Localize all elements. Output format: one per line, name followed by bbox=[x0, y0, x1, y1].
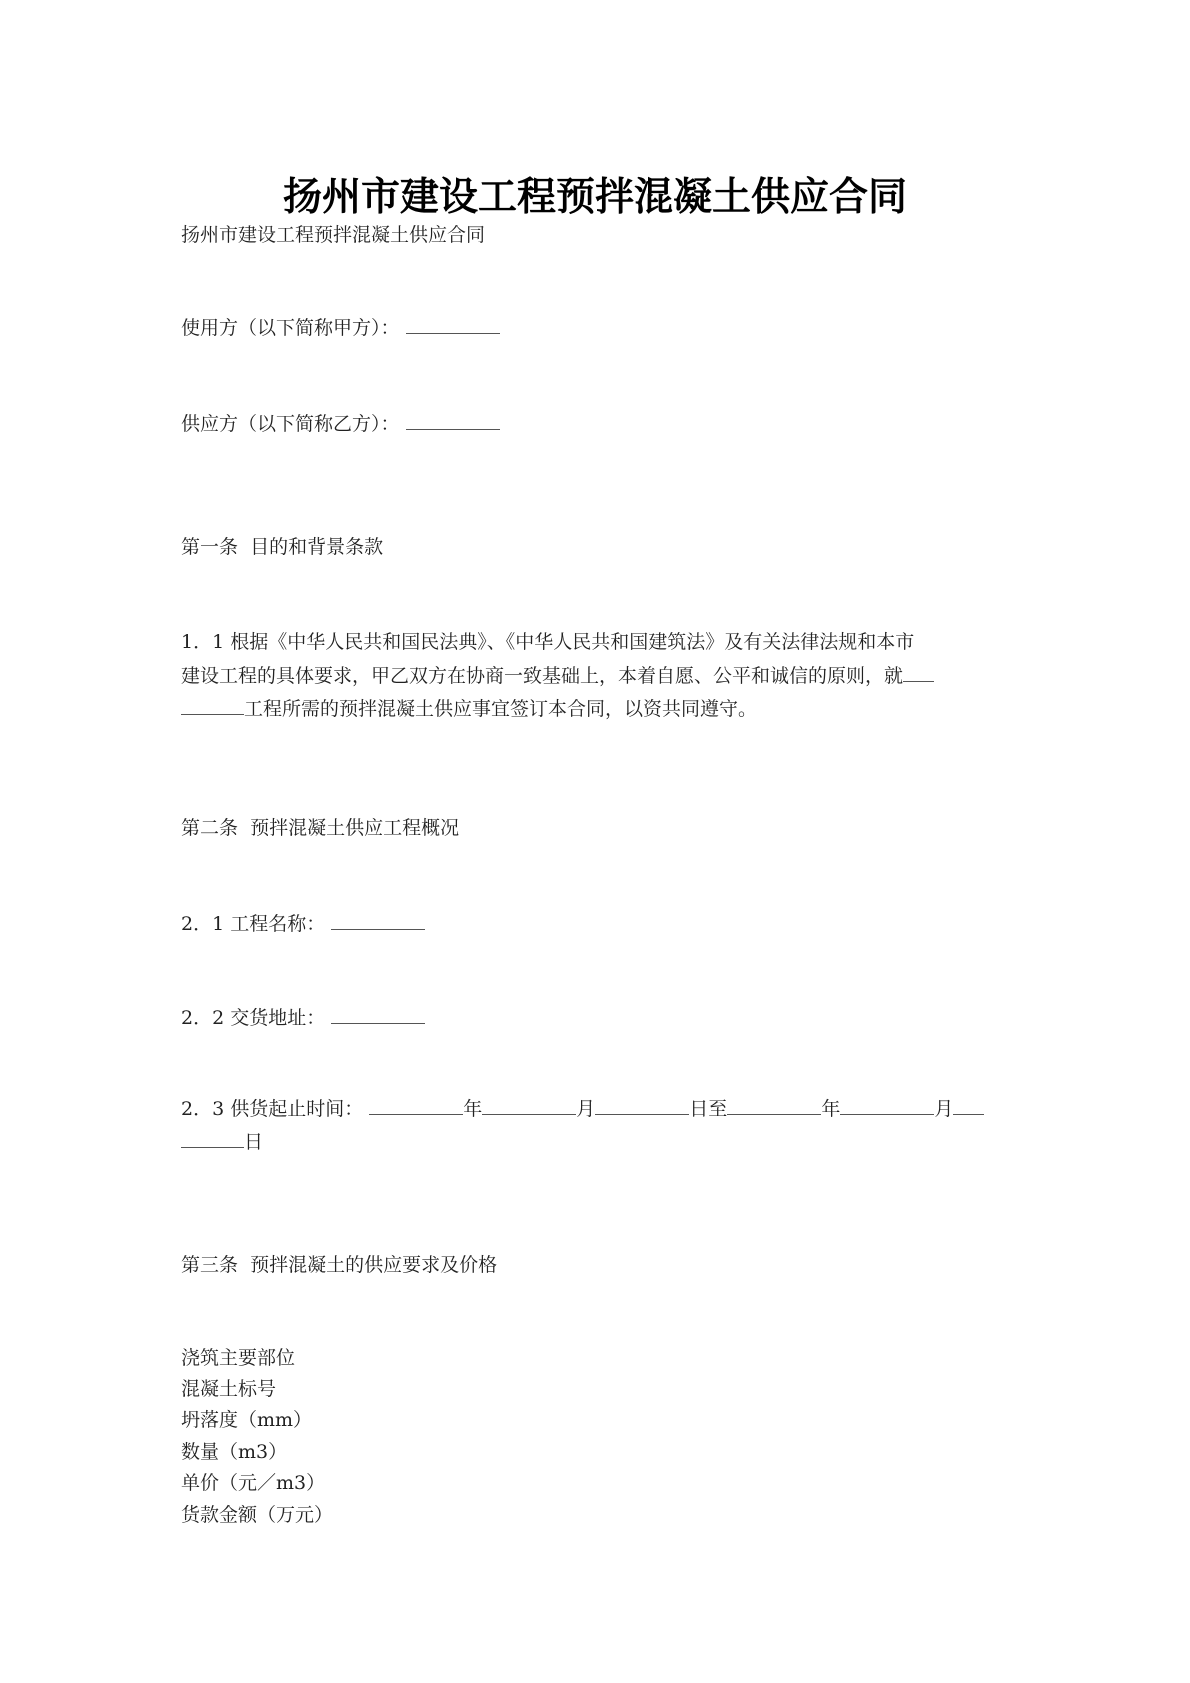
end-month-field[interactable] bbox=[840, 1096, 934, 1115]
party-a-label: 使用方（以下简称甲方）： bbox=[181, 317, 400, 339]
clause-1-1-line1: 1．1 根据《中华人民共和国民法典》、《中华人民共和国建筑法》及有关法律法规和本市 bbox=[181, 631, 915, 653]
end-day-field-part2[interactable] bbox=[181, 1129, 244, 1148]
column-label-pour-location: 浇筑主要部位 bbox=[181, 1347, 296, 1369]
document-subtitle: 扬州市建设工程预拌混凝土供应合同 bbox=[181, 224, 486, 246]
column-label-concrete-grade: 混凝土标号 bbox=[181, 1378, 277, 1400]
column-label-quantity: 数量（m3） bbox=[181, 1441, 288, 1463]
article3-heading: 第三条 预拌混凝土的供应要求及价格 bbox=[181, 1254, 498, 1276]
clause-2-3-line2: 日 bbox=[181, 1129, 263, 1154]
party-a-line bbox=[181, 315, 500, 340]
column-label-unit-price: 单价（元／m3） bbox=[181, 1472, 326, 1494]
project-blank-field-part1[interactable] bbox=[903, 663, 934, 682]
document-title: 扬州市建设工程预拌混凝土供应合同 bbox=[282, 174, 907, 220]
end-year-field[interactable] bbox=[727, 1096, 821, 1115]
end-day-field-part1[interactable] bbox=[953, 1096, 984, 1115]
column-label-slump: 坍落度（mm） bbox=[181, 1409, 313, 1431]
clause-2-2-line bbox=[181, 1005, 425, 1030]
start-year-field[interactable] bbox=[369, 1096, 463, 1115]
project-name-blank-field[interactable] bbox=[331, 911, 425, 930]
party-b-line bbox=[181, 411, 500, 436]
article1-heading: 第一条 目的和背景条款 bbox=[181, 536, 384, 558]
column-label-amount: 货款金额（万元） bbox=[181, 1504, 334, 1526]
supply-period-label: 2．3 供货起止时间： bbox=[181, 1098, 364, 1120]
start-month-field[interactable] bbox=[482, 1096, 576, 1115]
start-day-field[interactable] bbox=[595, 1096, 689, 1115]
party-b-label: 供应方（以下简称乙方）： bbox=[181, 413, 400, 435]
clause-1-1-line2: 建设工程的具体要求，甲乙双方在协商一致基础上，本着自愿、公平和诚信的原则，就 bbox=[181, 663, 934, 688]
project-name-label: 2．1 工程名称： bbox=[181, 913, 326, 935]
delivery-address-label: 2．2 交货地址： bbox=[181, 1007, 326, 1029]
party-a-blank-field[interactable] bbox=[406, 315, 500, 334]
delivery-address-blank-field[interactable] bbox=[331, 1005, 425, 1024]
project-blank-field-part2[interactable] bbox=[181, 696, 244, 715]
article2-heading: 第二条 预拌混凝土供应工程概况 bbox=[181, 817, 460, 839]
clause-2-1-line bbox=[181, 911, 425, 936]
party-b-blank-field[interactable] bbox=[406, 411, 500, 430]
clause-1-1-line3: 工程所需的预拌混凝土供应事宜签订本合同，以资共同遵守。 bbox=[181, 696, 757, 721]
clause-2-3-line1: 2．3 供货起止时间： 年 月 日至 年 月 bbox=[181, 1096, 984, 1121]
